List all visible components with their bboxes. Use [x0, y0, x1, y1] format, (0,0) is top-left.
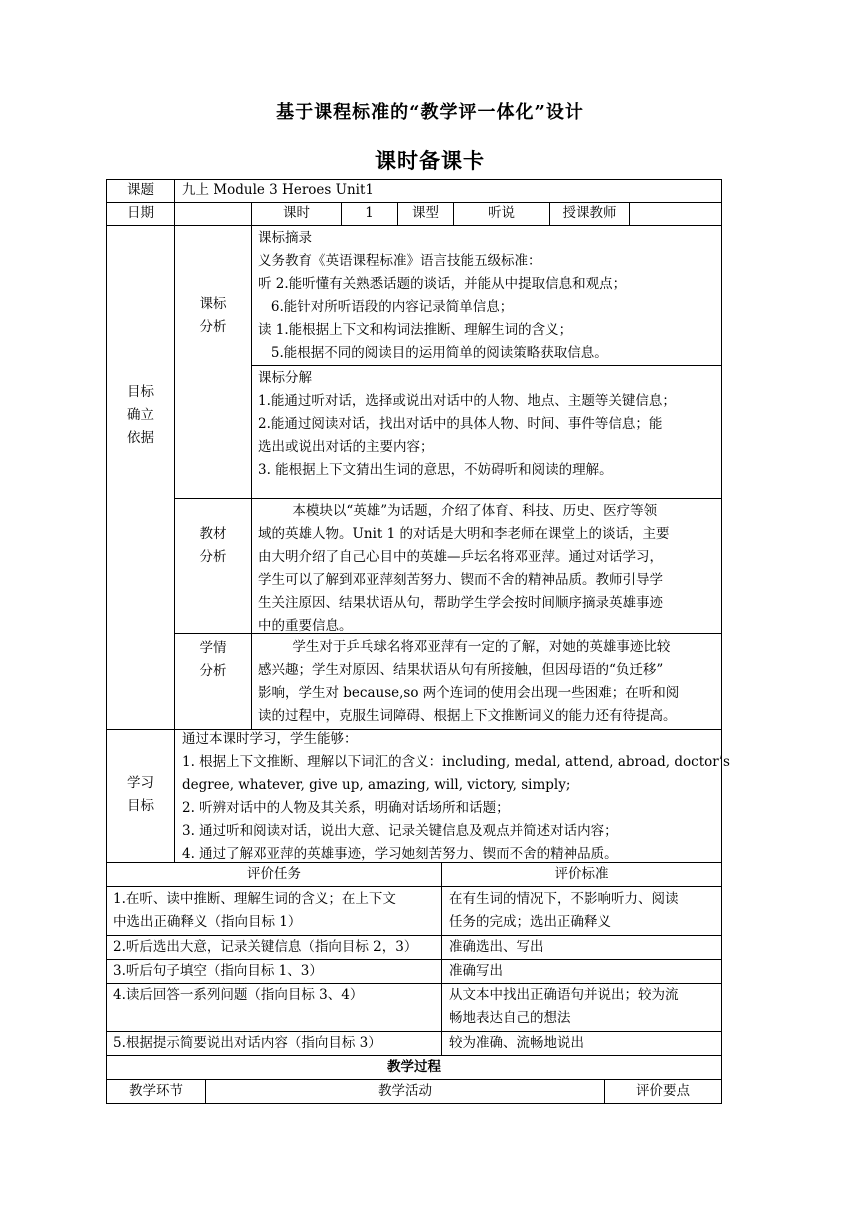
evaluation-standard-2: 准确选出、写出	[449, 939, 544, 955]
evaluation-standard-header: 评价标准	[554, 866, 609, 882]
process-col-points: 评价要点	[636, 1083, 690, 1099]
objectives-text: 通过本课时学习，学生能够： 1. 根据上下文推断、理解以下词汇的含义：including, medal, attend, abroad, doctor’s degree, whatever, give up, amazing, will, victory, simply; 2. 听辨对话中的人物及其关系，明确对话场所和话题； 3. 通过听和阅读对话，说出大意、记录关键信息及观点并简述对话内容； 4. 通过了解邓亚萍的英雄事迹，学习她刻苦努力、锲而不舍的精神品质。	[182, 731, 730, 862]
process-col-activity: 教学活动	[378, 1083, 432, 1099]
type-label: 课型	[412, 205, 439, 221]
type-value: 听说	[488, 205, 515, 221]
card-title: 课时备课卡	[375, 148, 485, 173]
topic-label: 课题	[127, 182, 154, 198]
date-label: 日期	[127, 205, 154, 221]
learner-analysis-label: 学情 分析	[199, 640, 227, 679]
evaluation-task-1: 1.在听、读中推断、理解生词的含义；在上下文 中选出正确释义（指向目标 1）	[113, 891, 396, 930]
process-title: 教学过程	[387, 1059, 441, 1075]
period-value: 1	[365, 205, 374, 221]
period-label: 课时	[283, 205, 310, 221]
standard-breakdown: 课标分解 1.能通过听对话，选择或说出对话中的人物、地点、主题等关键信息； 2.能通过阅读对话，找出对话中的具体人物、时间、事件等信息；能 选出或说出对话的主要内容； 3. 能根据上下文猜出生词的意思，不妨碍听和阅读的理解。	[258, 370, 676, 478]
learner-analysis-text: 学生对于乒乓球名将邓亚萍有一定的了解，对她的英雄事迹比较 感兴趣；学生对原因、结果状语从句有所接触，但因母语的“负迁移” 影响，学生对 because,so 两个连词的使用会出现一些困难；在听和阅 读的过程中，克服生词障碍、根据上下文推断词义的能力还有待提高。	[258, 639, 680, 724]
process-col-stage: 教学环节	[129, 1083, 183, 1099]
basis-label: 目标 确立 依据	[127, 384, 154, 446]
evaluation-standard-4: 从文本中找出正确语句并说出；较为流 畅地表达自己的想法	[449, 987, 679, 1026]
evaluation-standard-3: 准确写出	[449, 963, 503, 979]
topic-value: 九上 Module 3 Heroes Unit1	[182, 182, 375, 198]
evaluation-task-5: 5.根据提示简要说出对话内容（指向目标 3）	[113, 1035, 382, 1051]
evaluation-task-3: 3.听后句子填空（指向目标 1、3）	[113, 963, 323, 979]
objectives-label: 学习 目标	[127, 775, 154, 814]
textbook-analysis-label: 教材 分析	[199, 526, 227, 565]
standard-excerpt: 课标摘录 义务教育《英语课程标准》语言技能五级标准： 听 2.能听懂有关熟悉话题的谈话，并能从中提取信息和观点； 6.能针对所听语段的内容记录简单信息； 读 1.能根据上下文和构词法推断、理解生词的含义； 5.能根据不同的阅读目的运用简单的阅读策略获取信息。	[258, 230, 627, 361]
teacher-label: 授课教师	[562, 205, 617, 221]
evaluation-standard-1: 在有生词的情况下，不影响听力、阅读 任务的完成；选出正确释义	[449, 891, 679, 930]
document-title: 基于课程标准的“教学评一体化”设计	[276, 102, 584, 123]
evaluation-task-header: 评价任务	[247, 866, 301, 882]
textbook-analysis-text: 本模块以“英雄”为话题，介绍了体育、科技、历史、医疗等领 域的英雄人物。Unit 1 的对话是大明和李老师在课堂上的谈话，主要 由大明介绍了自己心目中的英雄—乒坛名将邓亚萍。通过对话学习， 学生可以了解到邓亚萍刻苦努力、锲而不舍的精神品质。教师引导学 生关注原因、结果状语从句，帮助学生学会按时间顺序摘录英雄事迹 中的重要信息。	[258, 503, 670, 634]
standard-analysis-label: 课标 分析	[199, 296, 227, 335]
evaluation-task-4: 4.读后回答一系列问题（指向目标 3、4）	[113, 987, 364, 1003]
evaluation-task-2: 2.听后选出大意，记录关键信息（指向目标 2，3）	[113, 939, 418, 955]
evaluation-standard-5: 较为准确、流畅地说出	[449, 1035, 584, 1051]
